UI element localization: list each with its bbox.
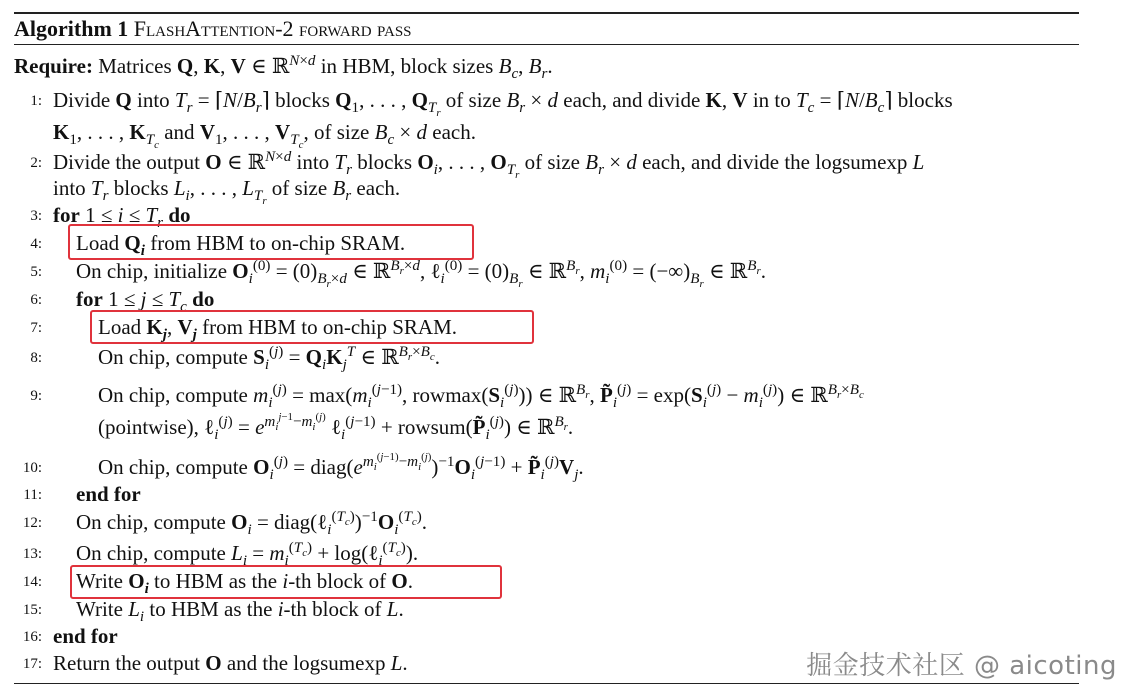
watermark: 掘金技术社区 @ aicoting xyxy=(806,651,1117,681)
line-number: 16: xyxy=(22,629,42,645)
line-text: Write $L_i$ to HBM as the i-th block of L. xyxy=(76,597,404,626)
line-text: On chip, compute $m_i^{(j)} = \max(m_i^{(j-1)}$, $rowmax(S_i^{(j)})$) ∈ ℝ$^{B_r}$, $P̃_i^{(j)} = \exp(S_i^{(j)} - m_i^{(j)})$ ∈ ℝ$^{B_r\times B_c}$ xyxy=(98,382,864,412)
algorithm-caption xyxy=(14,16,412,42)
line-text: end for xyxy=(53,624,118,648)
line-text: Divide the output O ∈ ℝ$^{N\times d}$ into $T_r$ blocks $O_i$, . . . , $O_{T_r}$ of size $B_r \times d$ each, and divide the logsumexp L xyxy=(53,149,925,182)
require-keyword: Require: xyxy=(14,54,93,78)
line-number: 12: xyxy=(22,515,42,531)
caption-rule xyxy=(14,44,1079,45)
line-text: into $T_r$ blocks $L_i$, . . . , $L_{T_r}$ of size $B_r$ each. xyxy=(53,176,401,208)
line-number: 13: xyxy=(22,546,42,562)
bottom-rule xyxy=(14,683,1079,684)
line-text: On chip, compute $L_i = m_i^{(T_c)}$ + log(ℓ$_i^{(T_c)}$). xyxy=(76,540,419,570)
top-rule xyxy=(14,12,1079,14)
line-text: for $1 \le i \le T_r$ do xyxy=(53,203,191,232)
algorithm-title: FlashAttention-2 forward pass xyxy=(133,16,412,41)
highlight-box-load-kv xyxy=(90,310,534,344)
line-text: On chip, compute $O_i^{(j)}$ = $diag(e^{m_i^{(j-1)}-m_i^{(j)}})^{-1}O_i^{(j-1)}$ + $P̃_i^{(j)}V_j$. xyxy=(98,450,584,484)
line-number: 2: xyxy=(30,155,42,171)
line-text: Write $O_i$ to HBM as the i-th block of O. xyxy=(76,569,414,598)
line-number: 11: xyxy=(23,487,42,503)
line-number: 3: xyxy=(30,208,42,224)
line-number: 6: xyxy=(30,292,42,308)
line-text: (pointwise), ℓ$_i^{(j)}$ = $e^{m_i^{j-1}-m_i^{(j)}}$ ℓ$_i^{(j-1)}$ + $rowsum(P̃_i^{(j)})$ ∈ ℝ$^{B_r}$. xyxy=(98,410,574,444)
line-text: On chip, compute $O_i$ = $diag(\ell_i^{(T_c)})^{-1}O_i^{(T_c)}$. xyxy=(76,509,427,539)
require-render: Matrices Q, K, V ∈ ℝ$^{N\times d}$ in HBM, block sizes $B_c$, $B_r$. xyxy=(98,53,553,83)
line-number: 17: xyxy=(22,656,42,672)
line-text: Return the output O and the logsumexp L. xyxy=(53,651,408,675)
line-number: 8: xyxy=(30,350,42,366)
line-number: 10: xyxy=(22,460,42,476)
line-number: 9: xyxy=(30,388,42,404)
line-number: 15: xyxy=(22,602,42,618)
line-number: 1: xyxy=(30,93,42,109)
line-text: On chip, initialize $O_i^{(0)} = (0)_{B_r\times d}$ ∈ ℝ$^{B_r\times d}$, ℓ$_i^{(0)}$ = $(0)_{B_r}$ ∈ ℝ$^{B_r}$, $m_i^{(0)} = (-\infty)_{B_r}$ ∈ ℝ$^{B_r}$. xyxy=(76,258,766,291)
algorithm-label: Algorithm 1 xyxy=(14,16,129,41)
line-number: 14: xyxy=(22,574,42,590)
line-text: $K_1$, . . . , $K_{T_c}$ and $V_1$, . . . , $V_{T_c}$, of size $B_c \times d$ each. xyxy=(53,120,476,152)
highlight-box-write-o xyxy=(70,565,502,599)
line-text: Load $Q_i$ from HBM to on-chip SRAM. xyxy=(76,231,406,260)
line-number: 4: xyxy=(30,236,42,252)
line-text: On chip, compute $S_i^{(j)} = Q_iK_j^T$ ∈ ℝ$^{B_r\times B_c}$. xyxy=(98,344,440,374)
line-text: Divide Q into $T_r$ = $⌈N/B_r⌉$ blocks $Q_1$, . . . , $Q_{T_r}$ of size $B_r \times d$ each, and divide K, V in to $T_c$ = $⌈N/B_c⌉$ blocks xyxy=(53,88,953,120)
line-text: for $1 \le j \le T_c$ do xyxy=(76,287,215,316)
line-number: 5: xyxy=(30,264,42,280)
highlight-box-load-q xyxy=(68,224,474,260)
line-text: Load $K_j$, $V_j$ from HBM to on-chip SRAM. xyxy=(98,315,458,344)
require-line xyxy=(14,53,553,83)
line-number: 7: xyxy=(30,320,42,336)
line-text: end for xyxy=(76,482,141,506)
